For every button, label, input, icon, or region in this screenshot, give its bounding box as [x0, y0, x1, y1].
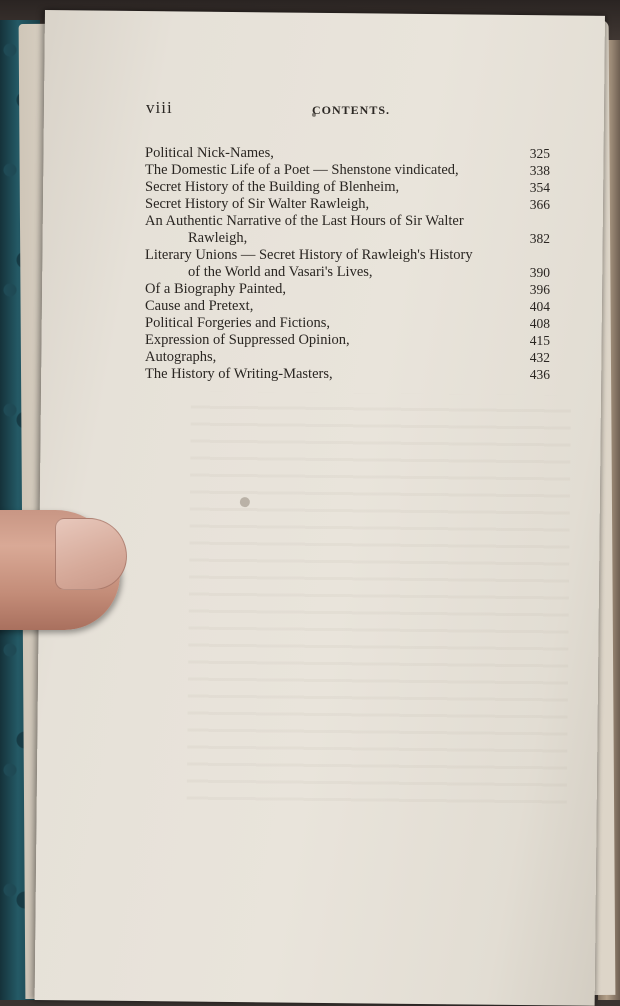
toc-entry-page: 408 — [529, 316, 550, 331]
toc-entry-title: Secret History of Sir Walter Rawleigh, — [145, 196, 370, 212]
toc-entry-title: Political Forgeries and Fictions, — [145, 315, 330, 331]
toc-entry-title: Political Nick-Names, — [145, 145, 274, 161]
toc-entry-title: An Authentic Narrative of the Last Hours of Sir Walter — [145, 213, 464, 229]
toc-entry — [145, 247, 550, 281]
toc-entry-title: The History of Writing-Masters, — [145, 366, 333, 382]
toc-entry — [145, 213, 550, 247]
toc-entry — [145, 332, 550, 349]
running-head: CONTENTS. — [312, 103, 391, 117]
toc-entry-page: 396 — [529, 282, 550, 297]
toc-entry-page: 436 — [529, 367, 550, 382]
toc-entry — [145, 162, 550, 179]
toc-entry — [145, 366, 550, 383]
toc-entry-title: Expression of Suppressed Opinion, — [145, 332, 350, 348]
toc-entry — [145, 349, 550, 366]
toc-entry — [145, 179, 550, 196]
toc-entry-title: Autographs, — [145, 349, 217, 365]
toc-entry-page: 432 — [529, 350, 550, 365]
table-of-contents — [145, 145, 550, 383]
thumb — [0, 500, 130, 640]
toc-entry-page: 404 — [529, 299, 550, 314]
toc-entry-title: Secret History of the Building of Blenheim, — [145, 179, 400, 195]
page-header — [146, 98, 546, 122]
toc-entry-continuation: Rawleigh, — [188, 230, 248, 246]
toc-entry — [145, 145, 550, 162]
toc-entry-title: Literary Unions — Secret History of Rawleigh's History — [145, 247, 473, 263]
toc-entry-title: Of a Biography Painted, — [145, 281, 286, 297]
toc-entry-page: 382 — [529, 231, 550, 246]
toc-entry-page: 338 — [529, 163, 550, 178]
page-smudge — [240, 497, 250, 507]
toc-entry-page: 325 — [529, 146, 550, 161]
thumbnail-nail — [55, 518, 127, 590]
toc-entry — [145, 281, 550, 298]
page-number: viii — [146, 98, 173, 117]
show-through-text — [187, 392, 571, 816]
toc-entry-title: The Domestic Life of a Poet — Shenstone vindicated, — [145, 162, 459, 178]
toc-entry-page: 390 — [529, 265, 550, 280]
toc-entry-page: 415 — [529, 333, 550, 348]
toc-entry-page: 366 — [529, 197, 550, 212]
toc-entry — [145, 315, 550, 332]
toc-entry-continuation: of the World and Vasari's Lives, — [188, 264, 373, 280]
toc-entry-page: 354 — [529, 180, 550, 195]
toc-entry — [145, 298, 550, 315]
toc-entry — [145, 196, 550, 213]
toc-entry-title: Cause and Pretext, — [145, 298, 254, 314]
